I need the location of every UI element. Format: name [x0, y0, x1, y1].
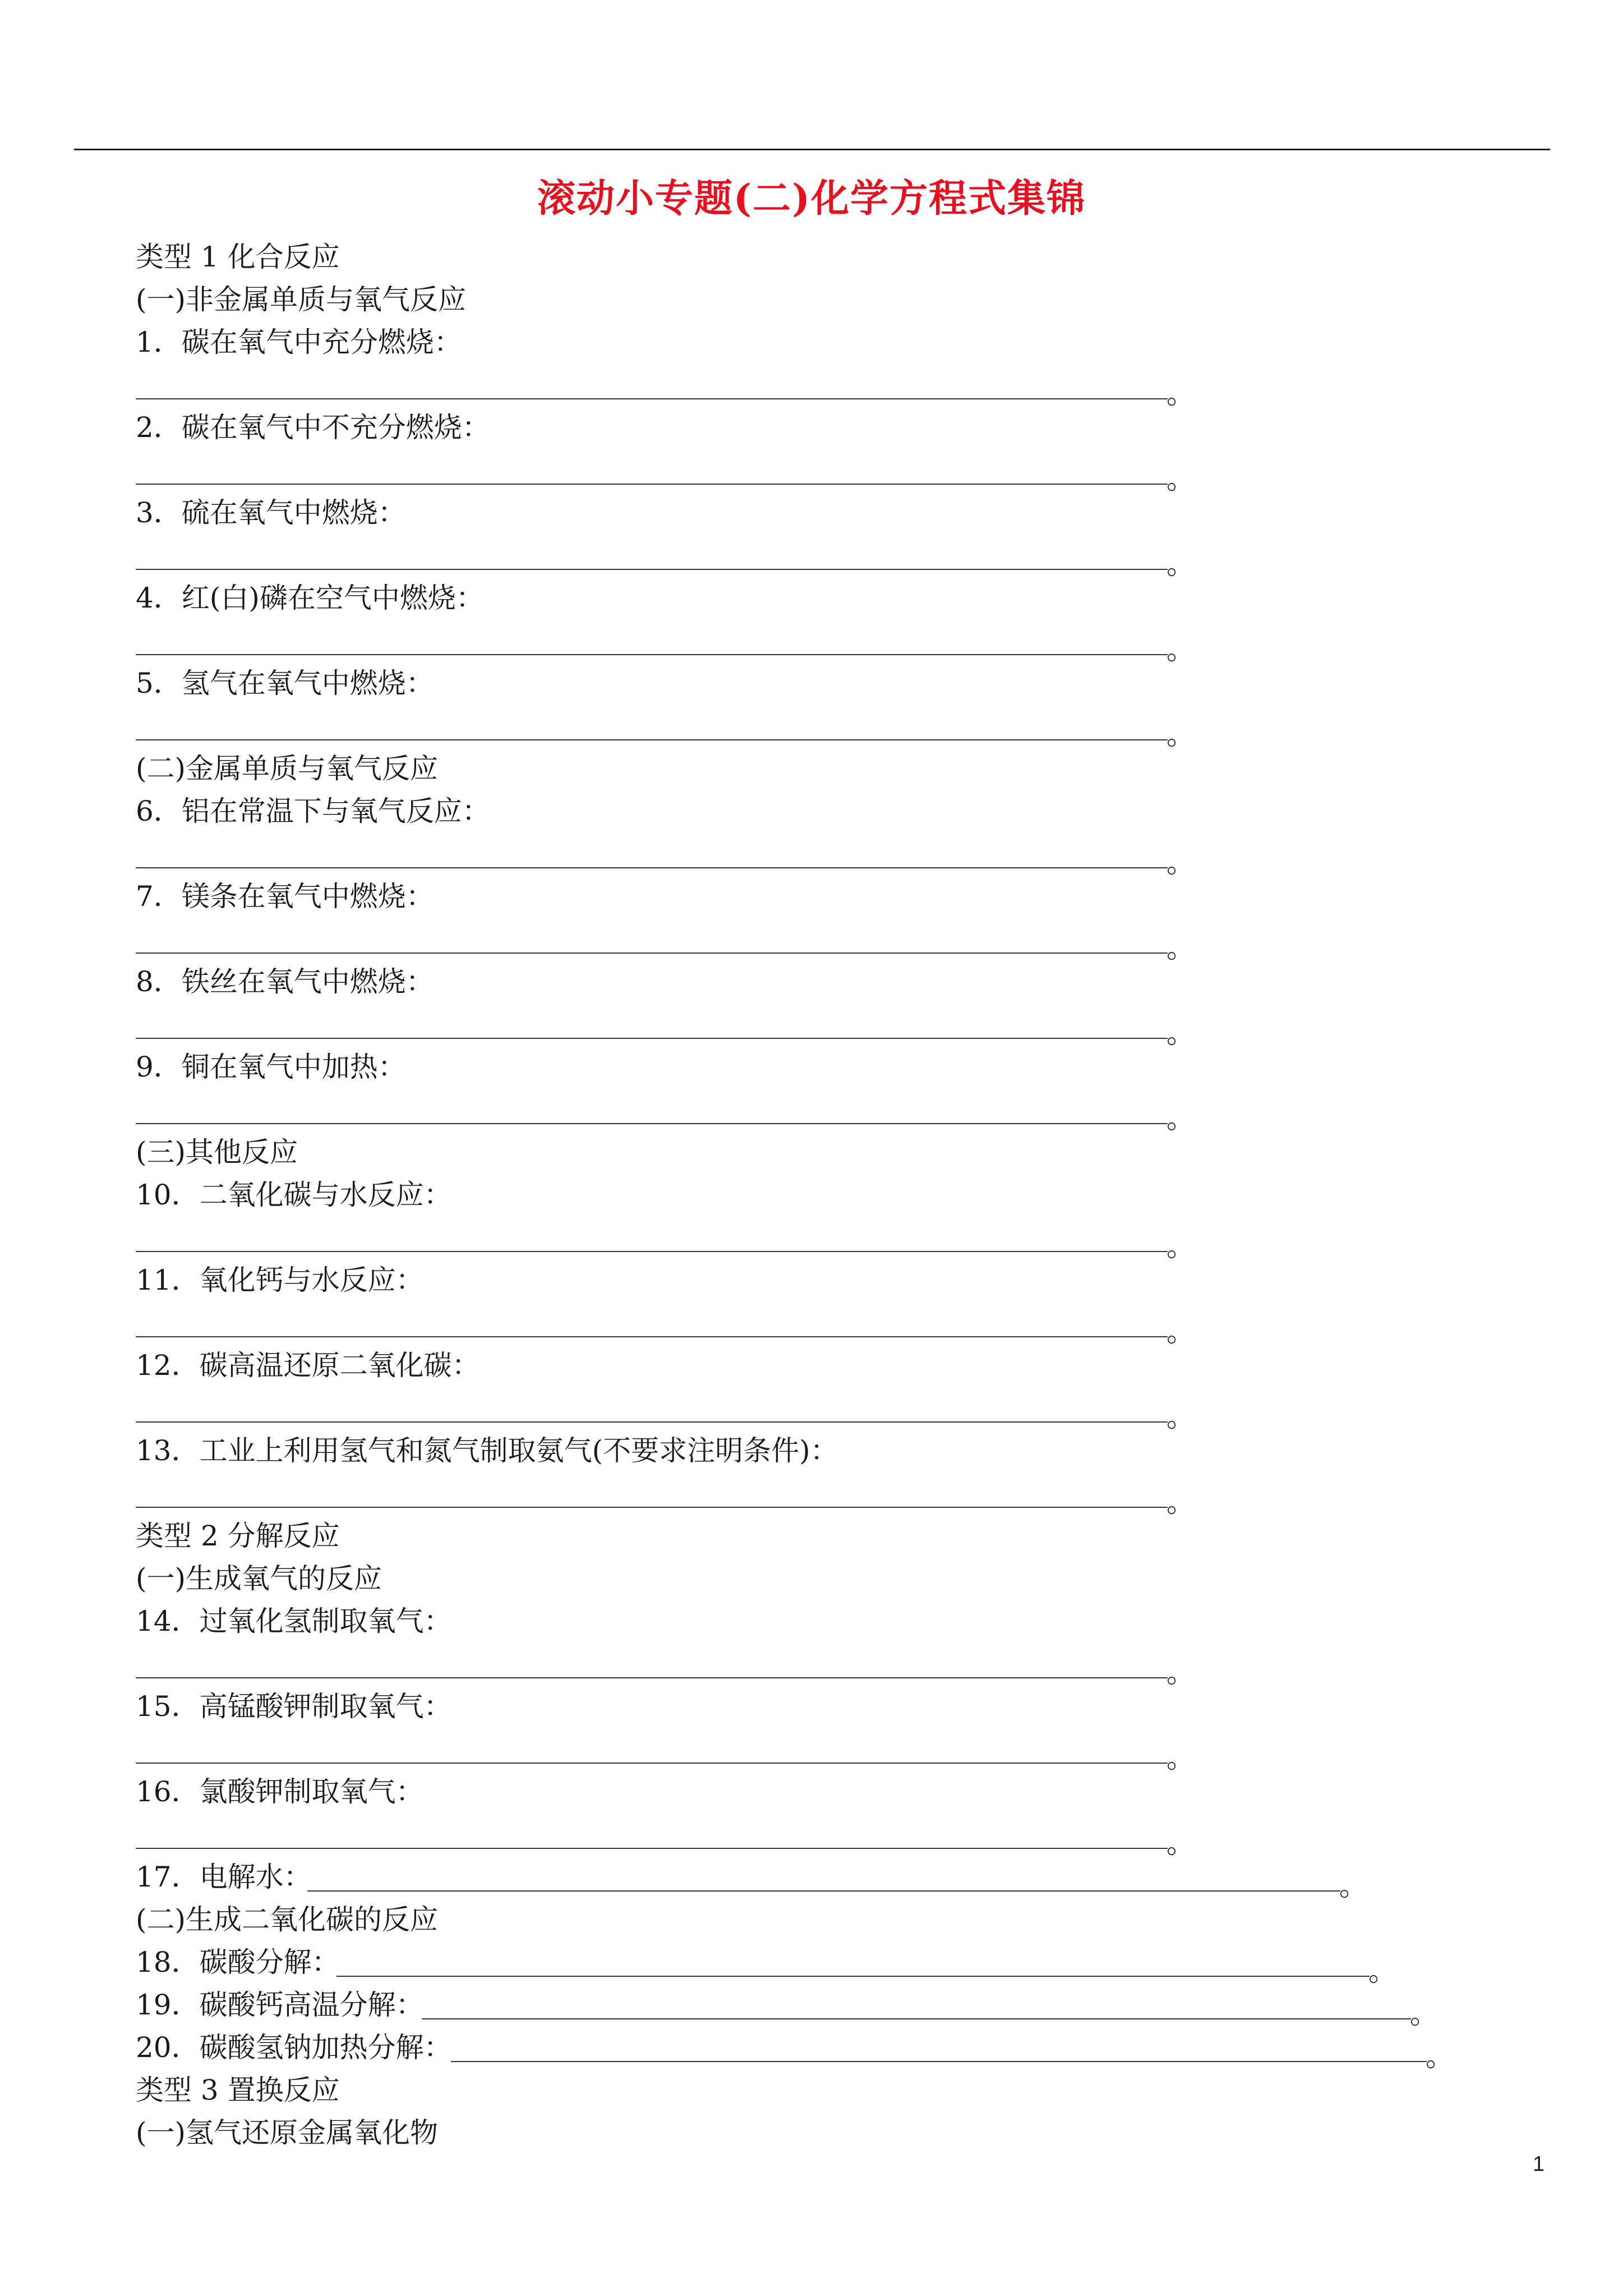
section-type-1: 类型 1 化合反应 [136, 241, 340, 273]
period-10: 。 [1166, 1230, 1195, 1263]
period-12: 。 [1166, 1401, 1195, 1433]
answer-blank-19[interactable] [422, 2018, 1411, 2019]
answer-blank-4[interactable] [136, 654, 1168, 655]
answer-blank-14[interactable] [136, 1677, 1168, 1678]
period-11: 。 [1166, 1315, 1195, 1348]
subsection-2-1: (一)生成氧气的反应 [136, 1562, 382, 1595]
answer-blank-9[interactable] [136, 1123, 1168, 1124]
question-13: 13．工业上利用氢气和氮气制取氨气(不要求注明条件)： [136, 1434, 838, 1467]
period-20: 。 [1426, 2040, 1454, 2073]
question-16: 16．氯酸钾制取氧气： [136, 1775, 424, 1808]
question-10: 10．二氧化碳与水反应： [136, 1179, 452, 1211]
period-4: 。 [1166, 633, 1195, 666]
answer-blank-17[interactable] [307, 1890, 1340, 1892]
period-6: 。 [1166, 846, 1195, 879]
answer-blank-15[interactable] [136, 1763, 1168, 1764]
answer-blank-12[interactable] [136, 1421, 1168, 1423]
period-7: 。 [1166, 932, 1195, 964]
answer-blank-5[interactable] [136, 739, 1168, 740]
question-4: 4．红(白)磷在空气中燃烧： [136, 582, 484, 614]
subsection-3-1: (一)氢气还原金属氧化物 [136, 2116, 439, 2149]
answer-blank-20[interactable] [451, 2061, 1427, 2062]
question-7: 7．镁条在氧气中燃烧： [136, 880, 434, 913]
answer-blank-2[interactable] [136, 484, 1168, 485]
period-16: 。 [1166, 1827, 1195, 1860]
question-15: 15．高锰酸钾制取氧气： [136, 1690, 452, 1723]
section-type-2: 类型 2 分解反应 [136, 1520, 340, 1552]
question-20: 20．碳酸氢钠加热分解： [136, 2031, 452, 2064]
period-15: 。 [1166, 1742, 1195, 1774]
question-11: 11．氧化钙与水反应： [136, 1264, 424, 1296]
answer-blank-7[interactable] [136, 953, 1168, 954]
period-14: 。 [1166, 1657, 1195, 1689]
answer-blank-1[interactable] [136, 398, 1168, 399]
question-3: 3．硫在氧气中燃烧： [136, 496, 406, 529]
period-9: 。 [1166, 1102, 1195, 1135]
question-12: 12．碳高温还原二氧化碳： [136, 1349, 480, 1382]
question-8: 8．铁丝在氧气中燃烧： [136, 965, 434, 998]
answer-blank-16[interactable] [136, 1848, 1168, 1849]
period-8: 。 [1166, 1017, 1195, 1050]
period-13: 。 [1166, 1486, 1195, 1519]
period-18: 。 [1368, 1955, 1396, 1987]
header-rule [74, 149, 1550, 150]
period-17: 。 [1339, 1870, 1367, 1902]
question-6: 6．铝在常温下与氧气反应： [136, 795, 490, 827]
answer-blank-6[interactable] [136, 867, 1168, 868]
period-1: 。 [1166, 378, 1195, 410]
period-3: 。 [1166, 548, 1195, 581]
question-14: 14．过氧化氢制取氧气： [136, 1605, 452, 1637]
question-5: 5．氢气在氧气中燃烧： [136, 667, 434, 700]
answer-blank-11[interactable] [136, 1336, 1168, 1337]
question-2: 2．碳在氧气中不充分燃烧： [136, 411, 490, 444]
answer-blank-8[interactable] [136, 1038, 1168, 1039]
answer-blank-18[interactable] [336, 1976, 1370, 1977]
question-18: 18．碳酸分解： [136, 1946, 340, 1978]
period-5: 。 [1166, 719, 1195, 751]
page-number: 1 [1533, 2152, 1545, 2176]
answer-blank-13[interactable] [136, 1507, 1168, 1508]
page-title: 滚动小专题(二)化学方程式集锦 [537, 176, 1086, 221]
subsection-1-3: (三)其他反应 [136, 1136, 298, 1168]
question-9: 9．铜在氧气中加热： [136, 1051, 406, 1083]
question-19: 19．碳酸钙高温分解： [136, 1989, 424, 2021]
subsection-1-1: (一)非金属单质与氧气反应 [136, 283, 467, 316]
subsection-1-2: (二)金属单质与氧气反应 [136, 752, 439, 785]
answer-blank-10[interactable] [136, 1251, 1168, 1252]
period-2: 。 [1166, 463, 1195, 495]
question-17: 17．电解水： [136, 1861, 312, 1893]
answer-blank-3[interactable] [136, 569, 1168, 570]
question-1: 1．碳在氧气中充分燃烧： [136, 326, 462, 358]
section-type-3: 类型 3 置换反应 [136, 2074, 340, 2106]
period-19: 。 [1410, 1998, 1438, 2030]
subsection-2-2: (二)生成二氧化碳的反应 [136, 1903, 439, 1936]
